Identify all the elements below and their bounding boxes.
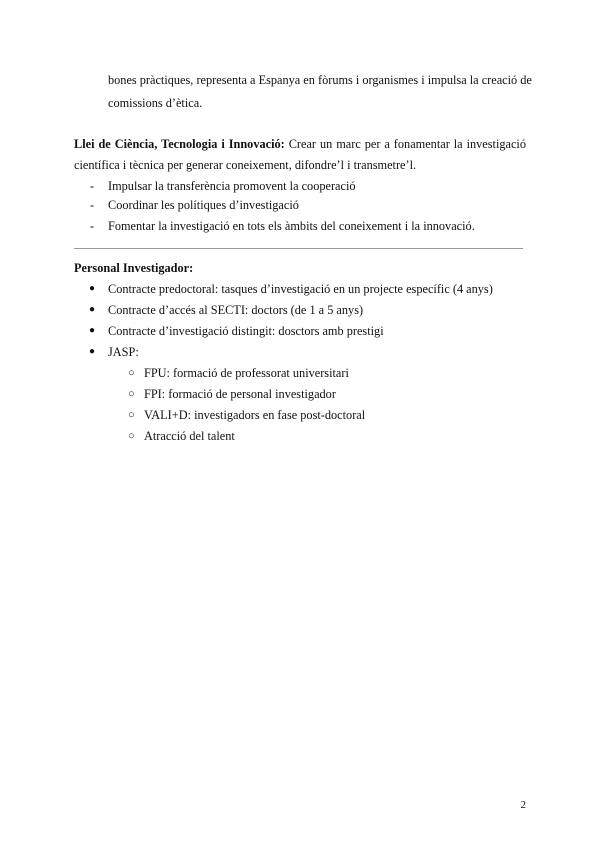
intro-paragraph-line-1: bones pràctiques, representa a Espanya en fòrums i organismes i impulsa la creació de [108,73,532,87]
dash-marker: - [90,179,95,193]
personnel-sub-item: Atracció del talent [144,429,235,443]
personnel-sub-item: VALI+D: investigadors en fase post-doctoral [144,408,366,422]
sub-bullet-marker: ○ [128,430,135,442]
dash-marker: - [90,198,95,212]
bullet-marker: ● [89,346,96,357]
law-list-item: Coordinar les polítiques d’investigació [108,198,299,212]
personnel-sub-item: FPI: formació de personal investigador [144,387,336,401]
law-section-text-1: Crear un marc per a fonamentar la investigació [284,137,526,151]
sub-bullet-marker: ○ [128,388,135,400]
intro-paragraph-line-2: comissions d’ètica. [108,96,203,110]
dash-marker: - [90,219,95,233]
personnel-list-item: Contracte predoctoral: tasques d’investigació en un projecte específic (4 anys) [108,282,493,296]
page-number: 2 [520,799,526,811]
sub-bullet-marker: ○ [128,409,135,421]
personnel-section-title: Personal Investigador: [74,261,194,275]
personnel-list-item: Contracte d’accés al SECTI: doctors (de 1 a 5 anys) [108,303,364,317]
bullet-marker: ● [89,325,96,336]
bullet-marker: ● [89,304,96,315]
law-section-title: Llei de Ciència, Tecnologia i Innovació: [74,137,285,151]
personnel-list-item: JASP: [108,345,139,359]
law-paragraph-line-1 [74,136,526,152]
law-paragraph-line-2: científica i tècnica per generar coneixement, difondre’l i transmetre’l. [74,158,417,172]
sub-bullet-marker: ○ [128,367,135,379]
bullet-marker: ● [89,283,96,294]
personnel-sub-item: FPU: formació de professorat universitari [144,366,349,380]
personnel-list-item: Contracte d’investigació distingit: dosctors amb prestigi [108,324,384,338]
law-list-item: Fomentar la investigació en tots els àmbits del coneixement i la innovació. [108,219,475,233]
law-list-item: Impulsar la transferència promovent la cooperació [108,179,356,193]
section-divider [74,248,523,249]
